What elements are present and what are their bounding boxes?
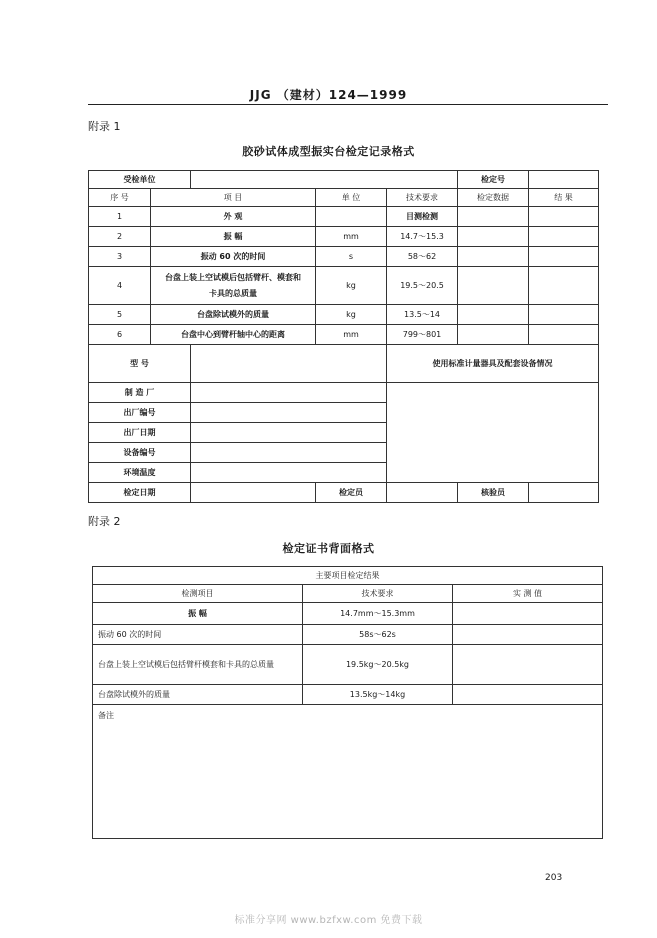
row-no: 3 xyxy=(89,247,151,267)
checker-value[interactable] xyxy=(529,483,599,503)
ambient-temp-label: 环境温度 xyxy=(89,463,191,483)
factory-date-label: 出厂日期 xyxy=(89,423,191,443)
verifier-label: 检定员 xyxy=(316,483,387,503)
table-row xyxy=(89,267,599,305)
verification-date-value[interactable] xyxy=(191,483,316,503)
row-no: 1 xyxy=(89,207,151,227)
table-row xyxy=(93,645,603,685)
row-item: 台盘除试模外的质量 xyxy=(151,305,316,325)
verification-date-label: 检定日期 xyxy=(89,483,191,503)
row-item: 外 观 xyxy=(151,207,316,227)
row-item: 振 幅 xyxy=(151,227,316,247)
row-req: 13.5kg～14kg xyxy=(303,685,453,705)
cert-number-value[interactable] xyxy=(529,171,599,189)
row-unit: s xyxy=(316,247,387,267)
device-number-label: 设备编号 xyxy=(89,443,191,463)
row-result[interactable] xyxy=(529,227,599,247)
equipment-note-area[interactable] xyxy=(387,383,599,483)
row-item: 振动 60 次的时间 xyxy=(151,247,316,267)
appendix2-label: 附录 2 xyxy=(88,515,121,528)
row-data[interactable] xyxy=(458,267,529,305)
ambient-temp-value[interactable] xyxy=(191,463,387,483)
row-result[interactable] xyxy=(529,305,599,325)
col-header-data: 检定数据 xyxy=(458,189,529,207)
row-unit: kg xyxy=(316,305,387,325)
equipment-note: 使用标准计量器具及配套设备情况 xyxy=(387,345,599,383)
row-req: 799～801 xyxy=(387,325,458,345)
col-header-tech-req: 技术要求 xyxy=(303,585,453,603)
row-data[interactable] xyxy=(458,305,529,325)
row-req: 14.7mm～15.3mm xyxy=(303,603,453,625)
appendix1-label: 附录 1 xyxy=(88,120,121,133)
row-result[interactable] xyxy=(529,267,599,305)
row-result[interactable] xyxy=(529,325,599,345)
header-rule xyxy=(88,104,608,105)
factory-number-label: 出厂编号 xyxy=(89,403,191,423)
row-measured[interactable] xyxy=(453,625,603,645)
col-header-no: 序 号 xyxy=(89,189,151,207)
table-row xyxy=(93,685,603,705)
row-measured[interactable] xyxy=(453,603,603,625)
table-row xyxy=(93,625,603,645)
remarks-label: 备注 xyxy=(98,711,114,720)
row-measured[interactable] xyxy=(453,645,603,685)
manufacturer-label: 制 造 厂 xyxy=(89,383,191,403)
manufacturer-value[interactable] xyxy=(191,383,387,403)
row-req: 14.7～15.3 xyxy=(387,227,458,247)
inspected-unit-value[interactable] xyxy=(191,171,458,189)
model-value[interactable] xyxy=(191,345,387,383)
row-measured[interactable] xyxy=(453,685,603,705)
row-item: 台盘中心到臂杆轴中心的距离 xyxy=(151,325,316,345)
row-no: 6 xyxy=(89,325,151,345)
appendix1-title: 胶砂试体成型振实台检定记录格式 xyxy=(242,145,415,158)
verifier-value[interactable] xyxy=(387,483,458,503)
checker-label: 核验员 xyxy=(458,483,529,503)
device-number-value[interactable] xyxy=(191,443,387,463)
row-unit: mm xyxy=(316,325,387,345)
verification-record-table xyxy=(88,170,599,503)
row-data[interactable] xyxy=(458,247,529,267)
col-header-item: 项 目 xyxy=(151,189,316,207)
row-no: 4 xyxy=(89,267,151,305)
col-header-req: 技术要求 xyxy=(387,189,458,207)
main-results-title: 主要项目检定结果 xyxy=(93,567,603,585)
row-data[interactable] xyxy=(458,325,529,345)
inspected-unit-label: 受检单位 xyxy=(89,171,191,189)
row-req: 19.5～20.5 xyxy=(387,267,458,305)
row-unit: mm xyxy=(316,227,387,247)
table-row xyxy=(93,603,603,625)
row-item: 振 幅 xyxy=(93,603,303,625)
row-unit xyxy=(316,207,387,227)
row-no: 2 xyxy=(89,227,151,247)
row-unit: kg xyxy=(316,267,387,305)
row-item: 台盘上装上空试模后包括臂杆、模套和卡具的总质量 xyxy=(151,267,316,305)
table-row xyxy=(89,227,599,247)
table-row xyxy=(89,207,599,227)
row-result[interactable] xyxy=(529,247,599,267)
factory-number-value[interactable] xyxy=(191,403,387,423)
row-result[interactable] xyxy=(529,207,599,227)
col-header-unit: 单 位 xyxy=(316,189,387,207)
row-req: 19.5kg～20.5kg xyxy=(303,645,453,685)
model-label: 型 号 xyxy=(89,345,191,383)
factory-date-value[interactable] xyxy=(191,423,387,443)
certificate-back-table xyxy=(92,566,603,839)
row-no: 5 xyxy=(89,305,151,325)
page-number: 203 xyxy=(545,873,563,883)
row-req: 58～62 xyxy=(387,247,458,267)
row-data[interactable] xyxy=(458,227,529,247)
row-item: 振动 60 次的时间 xyxy=(93,625,303,645)
col-header-check-item: 检测项目 xyxy=(93,585,303,603)
row-req: 13.5～14 xyxy=(387,305,458,325)
table-row xyxy=(89,325,599,345)
row-item: 台盘上装上空试模后包括臂杆模套和卡具的总质量 xyxy=(93,645,303,685)
table-row xyxy=(89,247,599,267)
row-item: 台盘除试模外的质量 xyxy=(93,685,303,705)
row-req: 目测检测 xyxy=(387,207,458,227)
row-data[interactable] xyxy=(458,207,529,227)
remarks-area[interactable] xyxy=(93,705,603,839)
row-req: 58s～62s xyxy=(303,625,453,645)
appendix2-title: 检定证书背面格式 xyxy=(282,542,375,555)
site-watermark: 标准分享网 www.bzfxw.com 免费下载 xyxy=(234,915,423,926)
standard-code-header: JJG （建材）124—1999 xyxy=(249,88,408,102)
col-header-measured: 实 测 值 xyxy=(453,585,603,603)
col-header-result: 结 果 xyxy=(529,189,599,207)
table-row xyxy=(89,305,599,325)
cert-number-label: 检定号 xyxy=(458,171,529,189)
